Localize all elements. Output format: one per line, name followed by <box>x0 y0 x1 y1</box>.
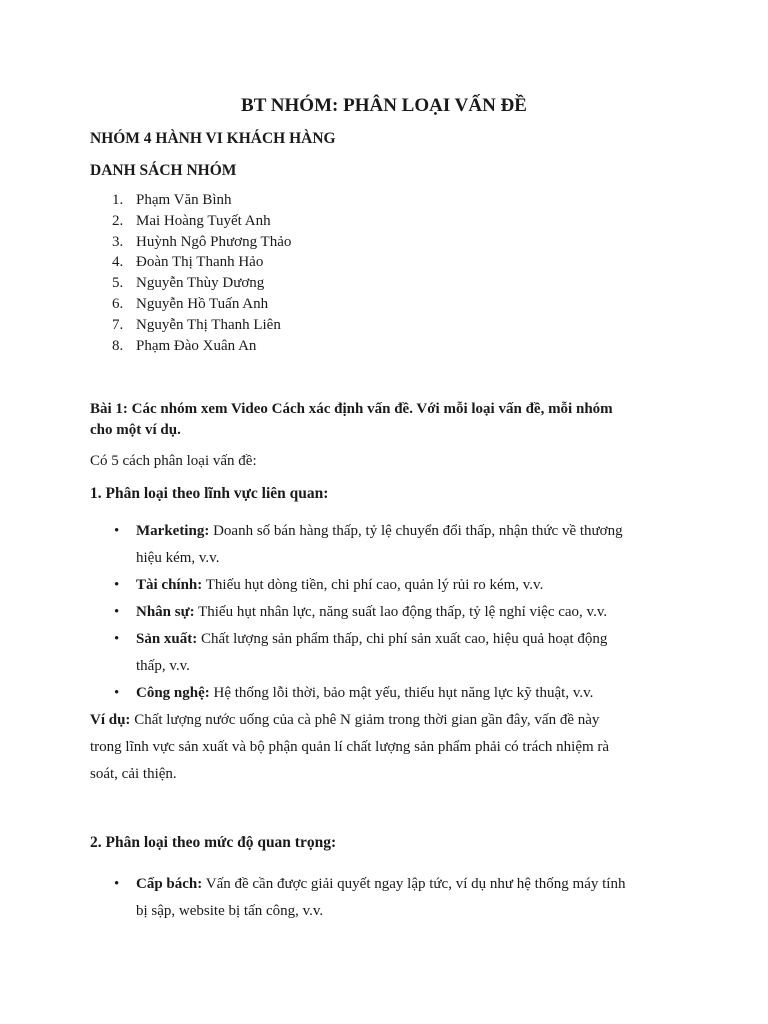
section-2-heading: 2. Phân loại theo mức độ quan trọng: <box>90 834 337 851</box>
bullet-text: Thiếu hụt dòng tiền, chi phí cao, quản lý rủi ro kém, v.v. <box>205 577 544 593</box>
list-item <box>112 252 291 273</box>
example-line-1 <box>90 712 599 729</box>
intro-text: Có 5 cách phân loại vấn đề: <box>90 453 257 469</box>
list-number: 1. <box>112 192 124 208</box>
bullet-label: Cấp bách: <box>136 876 203 892</box>
list-item <box>112 211 291 232</box>
member-name: Mai Hoàng Tuyết Anh <box>136 212 271 229</box>
bullet-icon: • <box>114 876 120 892</box>
exercise-line-1: Bài 1: Các nhóm xem Video Cách xác định vấn đề. Với mỗi loại vấn đề, mỗi nhóm <box>90 401 613 417</box>
member-name: Phạm Đào Xuân An <box>136 337 257 354</box>
bullet-icon: • <box>114 523 120 539</box>
list-number: 8. <box>112 337 124 354</box>
exercise-line-2: cho một ví dụ. <box>90 422 181 438</box>
list-number: 5. <box>112 275 124 292</box>
bullet-text-continued: thấp, v.v. <box>136 658 190 674</box>
bullet-icon: • <box>114 577 120 593</box>
list-number: 4. <box>112 254 124 271</box>
list-number: 3. <box>112 233 124 250</box>
bullet-label: Nhân sự: <box>136 604 195 620</box>
bullet-text: Thiếu hụt nhân lực, năng suất lao động thấp, tỷ lệ nghỉ việc cao, v.v. <box>198 604 608 620</box>
bullet-label: Tài chính: <box>136 577 203 593</box>
bullet-label: Sản xuất: <box>136 631 198 647</box>
document-title: BT NHÓM: PHÂN LOẠI VẤN ĐỀ <box>241 95 527 116</box>
list-item <box>112 315 291 336</box>
bullet-text-continued: bị sập, website bị tấn công, v.v. <box>136 903 324 919</box>
bullet-icon: • <box>114 604 120 620</box>
list-number: 6. <box>112 295 124 312</box>
bullet-icon: • <box>114 631 120 647</box>
member-name: Huỳnh Ngô Phương Thảo <box>136 233 292 250</box>
bullet-text: Hệ thống lỗi thời, bảo mật yếu, thiếu hụt năng lực kỹ thuật, v.v. <box>213 685 594 701</box>
bullet-label: Công nghệ: <box>136 685 210 701</box>
list-item <box>112 190 291 211</box>
list-item <box>112 232 291 253</box>
member-name: Nguyễn Thùy Dương <box>136 275 265 292</box>
members-heading: DANH SÁCH NHÓM <box>90 162 237 179</box>
bullet-text-continued: hiệu kém, v.v. <box>136 550 220 566</box>
member-name: Nguyễn Thị Thanh Liên <box>136 316 281 333</box>
bullet-text: Vấn đề cần được giải quyết ngay lập tức, ví dụ như hệ thống máy tính <box>205 876 626 892</box>
list-item <box>112 336 291 357</box>
members-list <box>112 190 291 356</box>
member-name: Đoàn Thị Thanh Hảo <box>136 254 264 271</box>
member-name: Phạm Văn Bình <box>136 192 232 208</box>
group-heading: NHÓM 4 HÀNH VI KHÁCH HÀNG <box>90 130 336 147</box>
bullet-label: Marketing: <box>136 523 210 539</box>
example-text: Chất lượng nước uống của cà phê N giảm trong thời gian gần đây, vấn đề này <box>134 712 600 728</box>
example-line-3: soát, cải thiện. <box>90 766 177 782</box>
bullet-text: Chất lượng sản phẩm thấp, chi phí sản xuất cao, hiệu quả hoạt động <box>201 631 608 647</box>
list-item <box>112 273 291 294</box>
section-1-heading: 1. Phân loại theo lĩnh vực liên quan: <box>90 485 329 502</box>
bullet-icon: • <box>114 685 120 701</box>
example-label: Ví dụ: <box>90 712 131 728</box>
list-number: 2. <box>112 212 124 229</box>
member-name: Nguyễn Hồ Tuấn Anh <box>136 295 269 312</box>
bullet-text: Doanh số bán hàng thấp, tỷ lệ chuyển đổi thấp, nhận thức về thương <box>213 523 623 539</box>
example-line-2: trong lĩnh vực sản xuất và bộ phận quản lí chất lượng sản phẩm phải có trách nhiệm rà <box>90 739 610 755</box>
list-item <box>112 294 291 315</box>
list-number: 7. <box>112 316 124 333</box>
